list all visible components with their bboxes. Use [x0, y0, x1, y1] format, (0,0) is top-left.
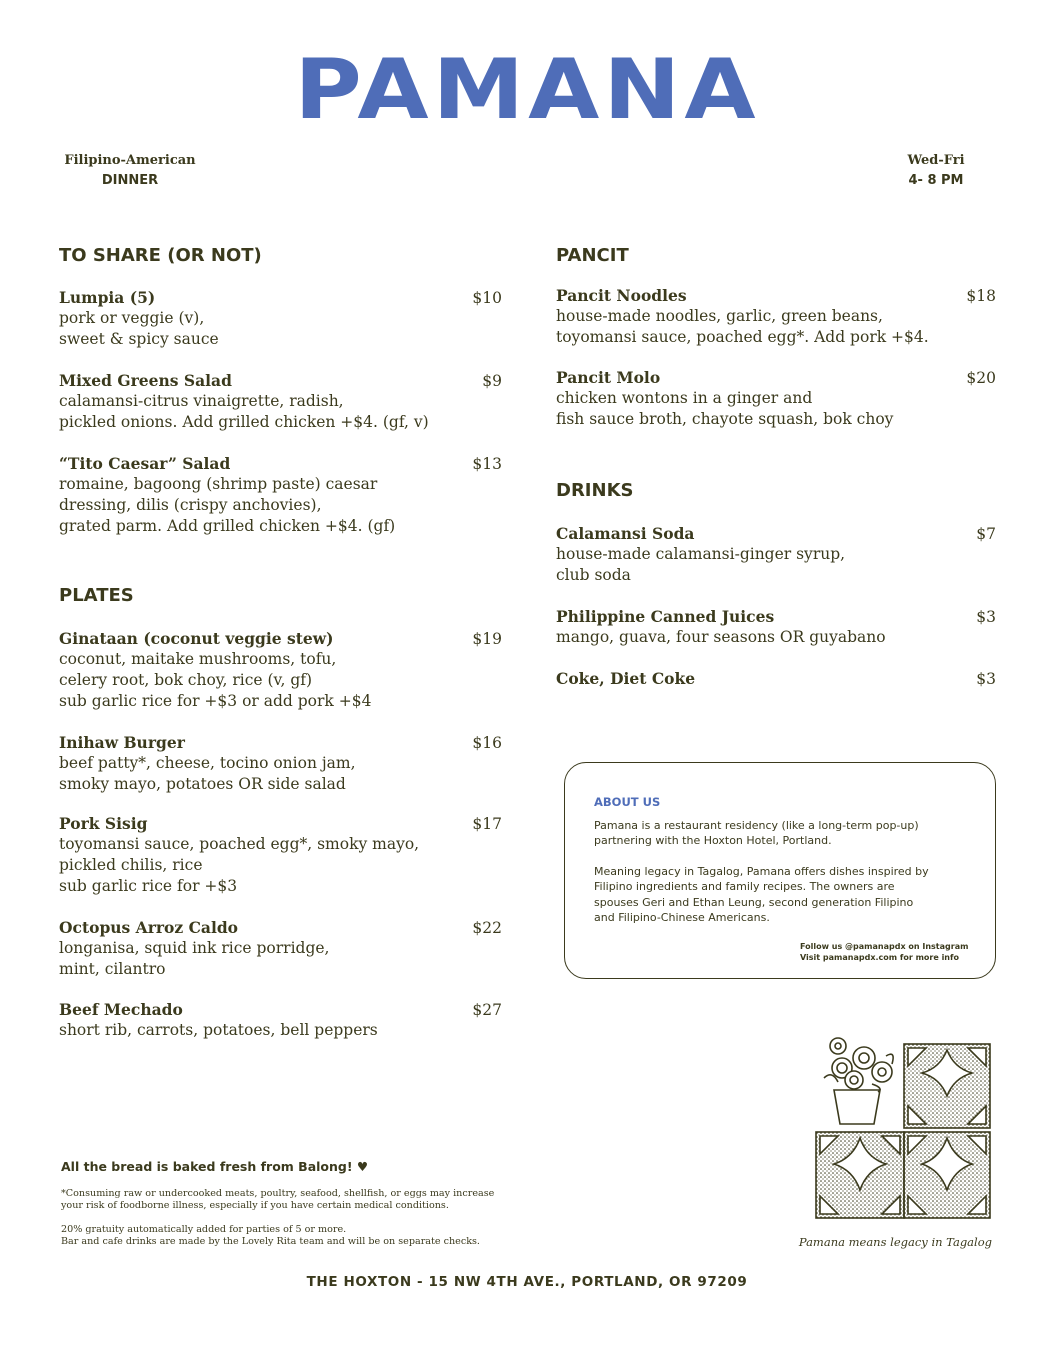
- breeze-block-illustration: [808, 1028, 994, 1224]
- illustration-caption: Pamana means legacy in Tagalog: [798, 1235, 992, 1249]
- menu-item: [556, 524, 996, 586]
- menu-item: [59, 288, 502, 350]
- menu-item: [556, 368, 996, 430]
- service-label: DINNER: [101, 173, 159, 188]
- menu-item: [59, 454, 502, 536]
- item-description: short rib, carrots, potatoes, bell peppers: [59, 1021, 378, 1039]
- item-name: Pancit Noodles: [556, 286, 687, 305]
- item-name: Pancit Molo: [556, 368, 661, 387]
- cuisine-label: Filipino-American: [64, 153, 196, 168]
- social-info: Follow us @pamanapdx on Instagram Visit pamanapdx.com for more info: [800, 942, 969, 962]
- item-price: $10: [472, 289, 502, 307]
- menu-item: [59, 733, 502, 795]
- item-name: Inihaw Burger: [59, 733, 185, 752]
- hours-block: [886, 152, 986, 192]
- menu-item: [59, 814, 502, 896]
- item-description: pork or veggie (v), sweet & spicy sauce: [59, 309, 219, 348]
- about-title: ABOUT US: [594, 795, 661, 809]
- item-description: house-made noodles, garlic, green beans, toyomansi sauce, poached egg*. Add pork +$4.: [556, 307, 929, 346]
- bread-note: All the bread is baked fresh from Balong! ♥: [61, 1159, 369, 1174]
- item-price: $9: [482, 372, 502, 390]
- item-description: coconut, maitake mushrooms, tofu, celery root, bok choy, rice (v, gf) sub garlic rice for +$3 or add pork +$4: [59, 650, 372, 710]
- menu-item: [59, 629, 502, 711]
- menu-item: [59, 371, 502, 433]
- menu-item: [556, 669, 996, 689]
- menu-item: [556, 286, 996, 348]
- item-price: $13: [472, 455, 502, 473]
- item-price: $19: [472, 630, 502, 648]
- item-name: Lumpia (5): [59, 288, 156, 307]
- item-price: $17: [472, 815, 502, 833]
- section-title-share: TO SHARE (OR NOT): [59, 245, 262, 266]
- item-description: longanisa, squid ink rice porridge, mint, cilantro: [59, 939, 330, 978]
- item-name: Coke, Diet Coke: [556, 669, 696, 688]
- item-description: beef patty*, cheese, tocino onion jam, smoky mayo, potatoes OR side salad: [59, 754, 356, 793]
- gratuity-note: 20% gratuity automatically added for parties of 5 or more. Bar and cafe drinks are made by the Lovely Rita team and will be on separate checks.: [61, 1224, 480, 1248]
- menu-item: [556, 607, 996, 648]
- item-name: Mixed Greens Salad: [59, 371, 232, 390]
- address-footer: THE HOXTON - 15 NW 4TH AVE., PORTLAND, OR 97209: [306, 1274, 748, 1290]
- section-title-plates: PLATES: [59, 585, 134, 606]
- item-price: $3: [976, 608, 996, 626]
- item-price: $16: [472, 734, 502, 752]
- section-title-pancit: PANCIT: [556, 245, 629, 266]
- item-name: Calamansi Soda: [556, 524, 695, 543]
- item-name: Philippine Canned Juices: [556, 607, 775, 626]
- cuisine-block: [60, 152, 200, 192]
- item-price: $20: [966, 369, 996, 387]
- item-name: Pork Sisig: [59, 814, 148, 833]
- menu-item: [59, 918, 502, 980]
- item-price: $27: [472, 1001, 502, 1019]
- menu-item: [59, 1000, 502, 1041]
- about-paragraph: Pamana is a restaurant residency (like a long-term pop-up) partnering with the Hoxton Hotel, Portland.: [594, 819, 919, 848]
- item-description: chicken wontons in a ginger and fish sauce broth, chayote squash, bok choy: [556, 389, 894, 428]
- item-description: romaine, bagoong (shrimp paste) caesar dressing, dilis (crispy anchovies), grated parm. Add grilled chicken +$4. (gf): [59, 475, 396, 535]
- item-name: Ginataan (coconut veggie stew): [59, 629, 334, 648]
- about-us-box: [564, 762, 996, 979]
- item-description: house-made calamansi-ginger syrup, club soda: [556, 545, 846, 584]
- item-description: toyomansi sauce, poached egg*, smoky mayo, pickled chilis, rice sub garlic rice for +$3: [59, 835, 420, 895]
- restaurant-logo: PAMANA: [294, 41, 760, 138]
- section-title-drinks: DRINKS: [556, 480, 634, 501]
- item-name: “Tito Caesar” Salad: [59, 454, 231, 473]
- item-price: $22: [472, 919, 502, 937]
- raw-food-disclaimer: *Consuming raw or undercooked meats, poultry, seafood, shellfish, or eggs may increase your risk of foodborne illness, especially if you have certain medical conditions.: [61, 1188, 495, 1212]
- item-description: mango, guava, four seasons OR guyabano: [556, 628, 886, 646]
- days-label: Wed-Fri: [907, 153, 965, 168]
- item-price: $3: [976, 670, 996, 688]
- about-paragraph: Meaning legacy in Tagalog, Pamana offers dishes inspired by Filipino ingredients and family recipes. The owners are spouses Geri and Ethan Leung, second generation Filipino and Filipino-Chinese Americans.: [594, 865, 929, 925]
- hours-label: 4- 8 PM: [908, 173, 964, 188]
- item-price: $18: [966, 287, 996, 305]
- item-name: Beef Mechado: [59, 1000, 183, 1019]
- item-name: Octopus Arroz Caldo: [59, 918, 239, 937]
- item-description: calamansi-citrus vinaigrette, radish, pickled onions. Add grilled chicken +$4. (gf, v): [59, 392, 429, 431]
- item-price: $7: [976, 525, 996, 543]
